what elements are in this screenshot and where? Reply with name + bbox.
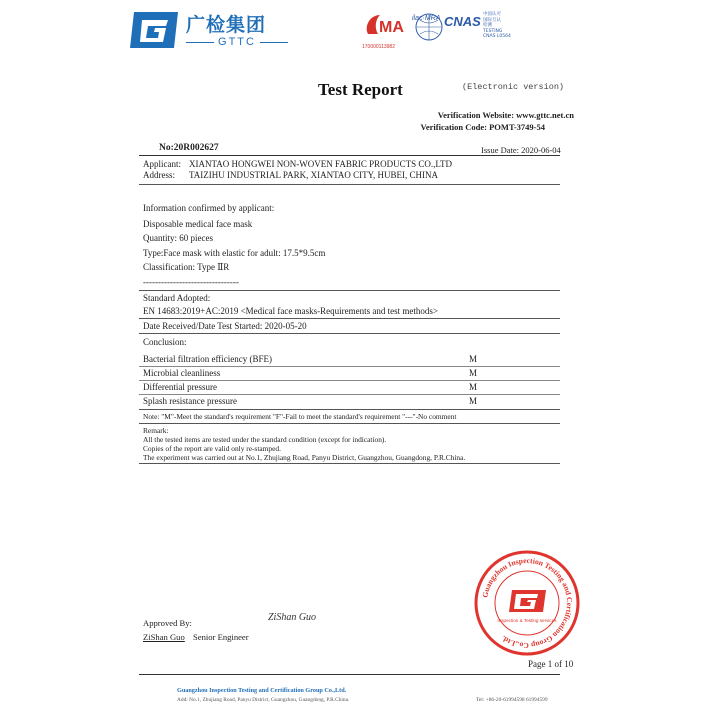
applicant-value: XIANTAO HONGWEI NON-WOVEN FABRIC PRODUCTS CO.,LTD bbox=[189, 159, 453, 169]
info-quantity: Quantity: 60 pieces bbox=[143, 233, 213, 243]
footer-company: Guangzhou Inspection Testing and Certification Group Co.,Ltd. bbox=[177, 687, 347, 694]
conclusion-item-result: M bbox=[469, 368, 478, 378]
approved-label: Approved By: bbox=[143, 618, 192, 628]
verification-code: Verification Code: POMT-3749-54 bbox=[420, 122, 545, 132]
cnas-cn-3: 检测 bbox=[483, 23, 492, 28]
verification-website: Verification Website: www.gttc.net.cn bbox=[437, 110, 574, 120]
applicant-label: Applicant: bbox=[143, 159, 181, 169]
remark-label: Remark: bbox=[143, 426, 169, 435]
cma-mark bbox=[362, 12, 412, 50]
page-number: Page 1 of 10 bbox=[528, 659, 574, 669]
divider bbox=[139, 333, 560, 334]
approver-name: ZiShan Guo bbox=[143, 632, 185, 642]
divider bbox=[139, 409, 560, 410]
report-edition: (Electronic version) bbox=[462, 82, 565, 92]
info-product: Disposable medical face mask bbox=[143, 219, 253, 229]
conclusion-label: Conclusion: bbox=[143, 337, 187, 347]
svg-text:Inspection & Testing services: Inspection & Testing services bbox=[497, 618, 557, 623]
conclusion-item-name: Differential pressure bbox=[143, 382, 218, 392]
standard-value: EN 14683:2019+AC:2019 <Medical face masks-Requirements and test methods> bbox=[143, 306, 438, 316]
address-label: Address: bbox=[143, 170, 175, 180]
cnas-cn-5: CNAS L0564 bbox=[483, 34, 511, 39]
date-received: Date Received/Date Test Started: 2020-05-20 bbox=[143, 321, 307, 331]
brand-cn: 广检集团 bbox=[186, 14, 267, 36]
conclusion-item-result: M bbox=[469, 354, 478, 364]
cnas-cn-4: TESTING bbox=[483, 28, 503, 34]
address-value: TAIZIHU INDUSTRIAL PARK, XIANTAO CITY, HUBEI, CHINA bbox=[189, 170, 438, 180]
info-type: Type:Face mask with elastic for adult: 17.5*9.5cm bbox=[143, 248, 326, 258]
stamp-seal bbox=[474, 550, 580, 656]
ilac-text: ilac·MRA bbox=[412, 15, 441, 22]
footer-address: Add: No.1, Zhujiang Road, Panyu District, Guangzhou, Guangdong, P.R.China. bbox=[177, 697, 350, 703]
remark-line: The experiment was carried out at No.1, Zhujiang Road, Panyu District, Guangzhou, Guangdong, P.R.China. bbox=[143, 453, 466, 462]
report-title: Test Report bbox=[318, 80, 403, 99]
cma-icon bbox=[362, 12, 412, 38]
remark-line: Copies of the report are valid only re-stamped. bbox=[143, 444, 281, 453]
divider bbox=[139, 423, 560, 424]
cnas-text: CNAS bbox=[444, 14, 481, 29]
note: Note: "M"-Meet the standard's requirement "F"-Fail to meet the standard's requirement "---"-No comment bbox=[143, 412, 457, 421]
divider bbox=[139, 184, 560, 185]
divider bbox=[139, 290, 560, 291]
row-divider bbox=[139, 380, 560, 381]
standard-label: Standard Adopted: bbox=[143, 293, 211, 303]
remark-line: All the tested items are tested under the standard condition (except for indication). bbox=[143, 435, 387, 444]
signature: ZiShan Guo bbox=[268, 612, 317, 623]
approver-title: Senior Engineer bbox=[193, 632, 249, 642]
brand-en: GTTC bbox=[186, 36, 288, 48]
divider bbox=[139, 674, 560, 675]
report-number: No:20R002627 bbox=[159, 143, 219, 153]
gttc-logo-icon bbox=[128, 10, 180, 50]
divider bbox=[139, 155, 560, 156]
divider bbox=[139, 463, 560, 464]
ilac-mark bbox=[414, 12, 444, 42]
cnas-cn-2: 国际互认 bbox=[483, 17, 501, 23]
conclusion-item-name: Splash resistance pressure bbox=[143, 396, 237, 406]
issue-date: Issue Date: 2020-06-04 bbox=[481, 145, 561, 155]
info-classification: Classification: Type ⅡR bbox=[143, 262, 230, 272]
conclusion-item-name: Microbial cleanliness bbox=[143, 368, 221, 378]
cnas-cn-1: 中国认可 bbox=[483, 12, 501, 17]
svg-text:Guangzhou Inspection Testing a: Guangzhou Inspection Testing and Certification Group Co.,Ltd. bbox=[480, 555, 575, 651]
conclusion-item-result: M bbox=[469, 396, 478, 406]
svg-text:MA: MA bbox=[379, 19, 404, 36]
cma-number: 170000113982 bbox=[362, 44, 395, 50]
info-dashes: -------------------------------- bbox=[143, 277, 239, 287]
divider bbox=[139, 318, 560, 319]
conclusion-item-result: M bbox=[469, 382, 478, 392]
company-stamp bbox=[474, 550, 580, 656]
cnas-mark bbox=[444, 10, 514, 44]
gttc-logo bbox=[128, 8, 288, 52]
row-divider bbox=[139, 366, 560, 367]
info-heading: Information confirmed by applicant: bbox=[143, 203, 275, 213]
row-divider bbox=[139, 394, 560, 395]
footer-tel: Tel: +86-20-61994598 61994599 bbox=[476, 697, 548, 703]
conclusion-item-name: Bacterial filtration efficiency (BFE) bbox=[143, 354, 273, 364]
